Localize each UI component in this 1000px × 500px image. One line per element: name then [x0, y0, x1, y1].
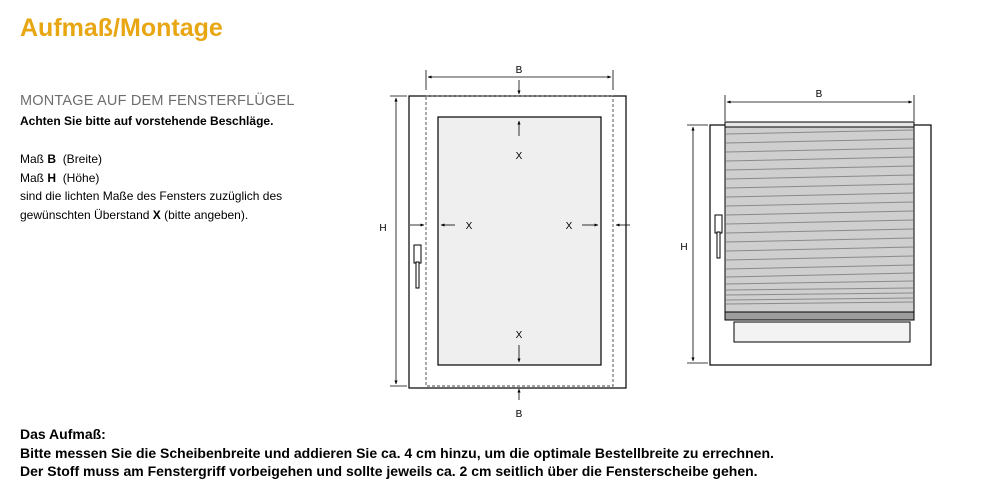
label-x-left: X	[465, 221, 473, 232]
lower-glass-visible	[734, 322, 910, 342]
label-b-top: B	[515, 65, 523, 76]
description-line-3: sind die lichten Maße des Fensters zuzüglich des	[20, 189, 283, 203]
label-h-left: H	[379, 223, 387, 234]
label-h-right: H	[680, 242, 688, 253]
window-sash-diagram	[379, 65, 630, 420]
fitting-note: Achten Sie bitte auf vorstehende Beschläge.	[20, 114, 274, 128]
mounting-subtitle: MONTAGE AUF DEM FENSTERFLÜGEL	[20, 93, 295, 109]
mass-b-desc: (Breite)	[62, 152, 103, 166]
label-b-bottom: B	[515, 409, 523, 420]
label-x-bottom: X	[515, 330, 523, 341]
mass-h-desc: (Höhe)	[62, 170, 100, 185]
mass-h-prefix: Maß	[20, 170, 44, 185]
page-title: Aufmaß/Montage	[20, 14, 223, 42]
blind-top-rail	[725, 122, 914, 127]
line4-prefix: gewünschten Überstand	[20, 207, 150, 222]
instructions-line-2: Der Stoff muss am Fenstergriff vorbeigehen und sollte jeweils ca. 2 cm seitlich über die Fensterscheibe gehen.	[20, 463, 758, 479]
blind-bottom-rail	[725, 312, 914, 320]
line4-suffix: (bitte angeben).	[164, 207, 249, 222]
mass-b-prefix: Maß	[20, 152, 44, 166]
measurement-instructions	[20, 425, 774, 481]
pleated-blind-diagram	[680, 89, 931, 365]
label-x-right: X	[565, 221, 573, 232]
line4-letter: X	[152, 207, 161, 222]
label-x-top: X	[515, 151, 523, 162]
mass-b-letter: B	[47, 152, 57, 166]
instructions-line-1: Bitte messen Sie die Scheibenbreite und addieren Sie ca. 4 cm hinzu, um die optimale Bestellbreite zu errechnen.	[20, 444, 774, 461]
pleated-blind	[725, 125, 914, 315]
instructions-heading: Das Aufmaß:	[20, 426, 106, 442]
mass-h-letter: H	[47, 170, 57, 185]
label-b-right: B	[815, 89, 823, 100]
